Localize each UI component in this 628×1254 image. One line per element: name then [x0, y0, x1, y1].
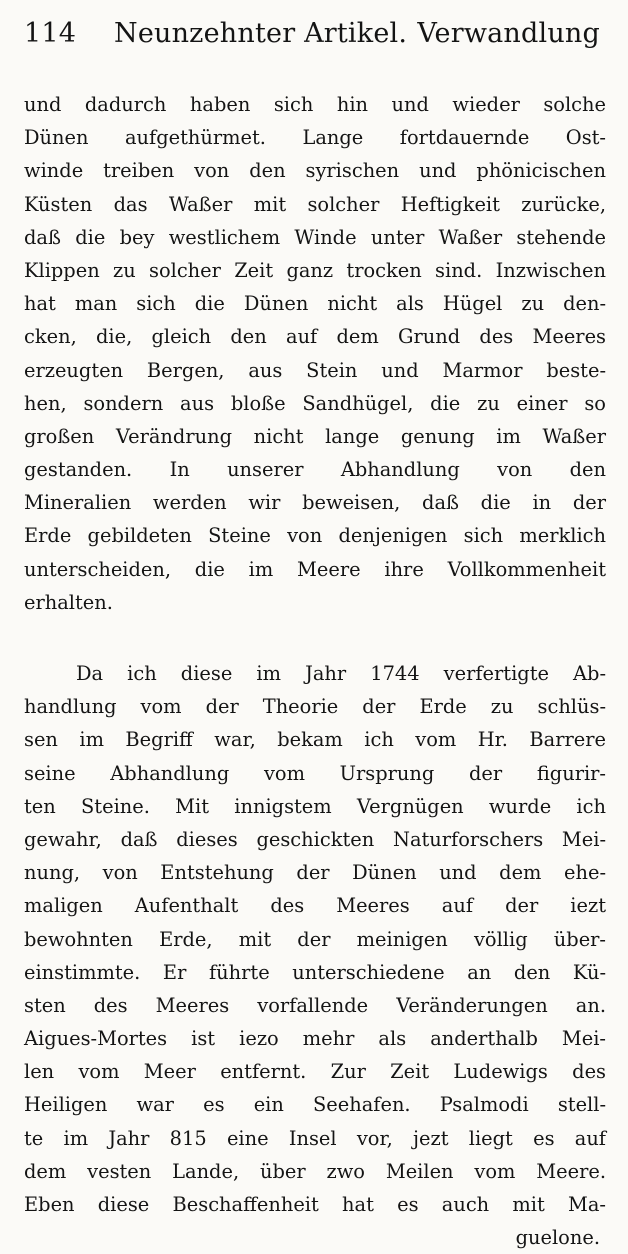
text-line: hat man sich die Dünen nicht als Hügel zu den- [24, 292, 606, 316]
text-line: te im Jahr 815 eine Insel vor, jezt liegt es auf [24, 1126, 606, 1150]
text-line: Klippen zu solcher Zeit ganz trocken sind. Inzwischen [24, 258, 606, 282]
text-line: Erde gebildeten Steine von denjenigen sich merklich [24, 524, 606, 548]
text-line: len vom Meer entfernt. Zur Zeit Ludewigs des [24, 1060, 606, 1084]
subject-heading: Verwandlung [417, 18, 600, 49]
text-line: ten Steine. Mit innigstem Vergnügen wurde ich [24, 794, 606, 818]
text-line: und dadurch haben sich hin und wieder solche [24, 93, 606, 116]
text-line: Aigues-Mortes ist iezo mehr als anderthalb Mei- [24, 1027, 606, 1051]
text-line: gestanden. In unserer Abhandlung von den [24, 458, 606, 482]
page-number: 114 [24, 18, 77, 49]
running-head [24, 14, 606, 60]
text-line: einstimmte. Er führte unterschiedene an den Kü- [24, 960, 606, 984]
text-line: Eben diese Beschaffenheit hat es auch mit Ma- [24, 1193, 606, 1216]
text-line-first: Da ich diese im Jahr 1744 verfertigte Ab- [76, 662, 606, 685]
text-line-last: erhalten. [24, 590, 113, 614]
text-line: großen Verändrung nicht lange genung im Waßer [24, 424, 606, 448]
text-line: bewohnten Erde, mit der meinigen völlig über- [24, 927, 606, 951]
chapter-heading: Neunzehnter Artikel. [114, 18, 408, 49]
text-line: dem vesten Lande, über zwo Meilen vom Meere. [24, 1159, 606, 1183]
text-line: winde treiben von den syrischen und phönicischen [24, 159, 606, 183]
text-line: Küsten das Waßer mit solcher Heftigkeit zurücke, [24, 192, 606, 216]
text-line: daß die bey westlichem Winde unter Waßer stehende [24, 225, 606, 249]
text-line: gewahr, daß dieses geschickten Naturforschers Mei- [24, 827, 606, 851]
paragraph-dunes [24, 88, 606, 619]
text-line: hen, sondern aus bloße Sandhügel, die zu einer so [24, 391, 606, 415]
paragraph-barrere [24, 657, 606, 1254]
text-line: sten des Meeres vorfallende Veränderungen an. [24, 993, 606, 1017]
text-line: erzeugten Bergen, aus Stein und Marmor beste- [24, 358, 606, 382]
text-line: maligen Aufenthalt des Meeres auf der iezt [24, 894, 606, 918]
text-line: nung, von Entstehung der Dünen und dem ehe- [24, 861, 606, 885]
text-line: seine Abhandlung vom Ursprung der figurir- [24, 761, 606, 785]
text-line: sen im Begriff war, bekam ich vom Hr. Barrere [24, 728, 606, 752]
text-line: unterscheiden, die im Meere ihre Vollkommenheit [24, 557, 606, 581]
text-line: Dünen aufgethürmet. Lange fortdauernde Ost- [24, 126, 606, 150]
text-line: Mineralien werden wir beweisen, daß die in der [24, 491, 606, 515]
text-line-last: guelone. [515, 1226, 600, 1250]
text-line: handlung vom der Theorie der Erde zu schlüs- [24, 695, 606, 719]
text-line: cken, die, gleich den auf dem Grund des Meeres [24, 325, 606, 349]
text-line: Heiligen war es ein Seehafen. Psalmodi stell- [24, 1093, 606, 1117]
